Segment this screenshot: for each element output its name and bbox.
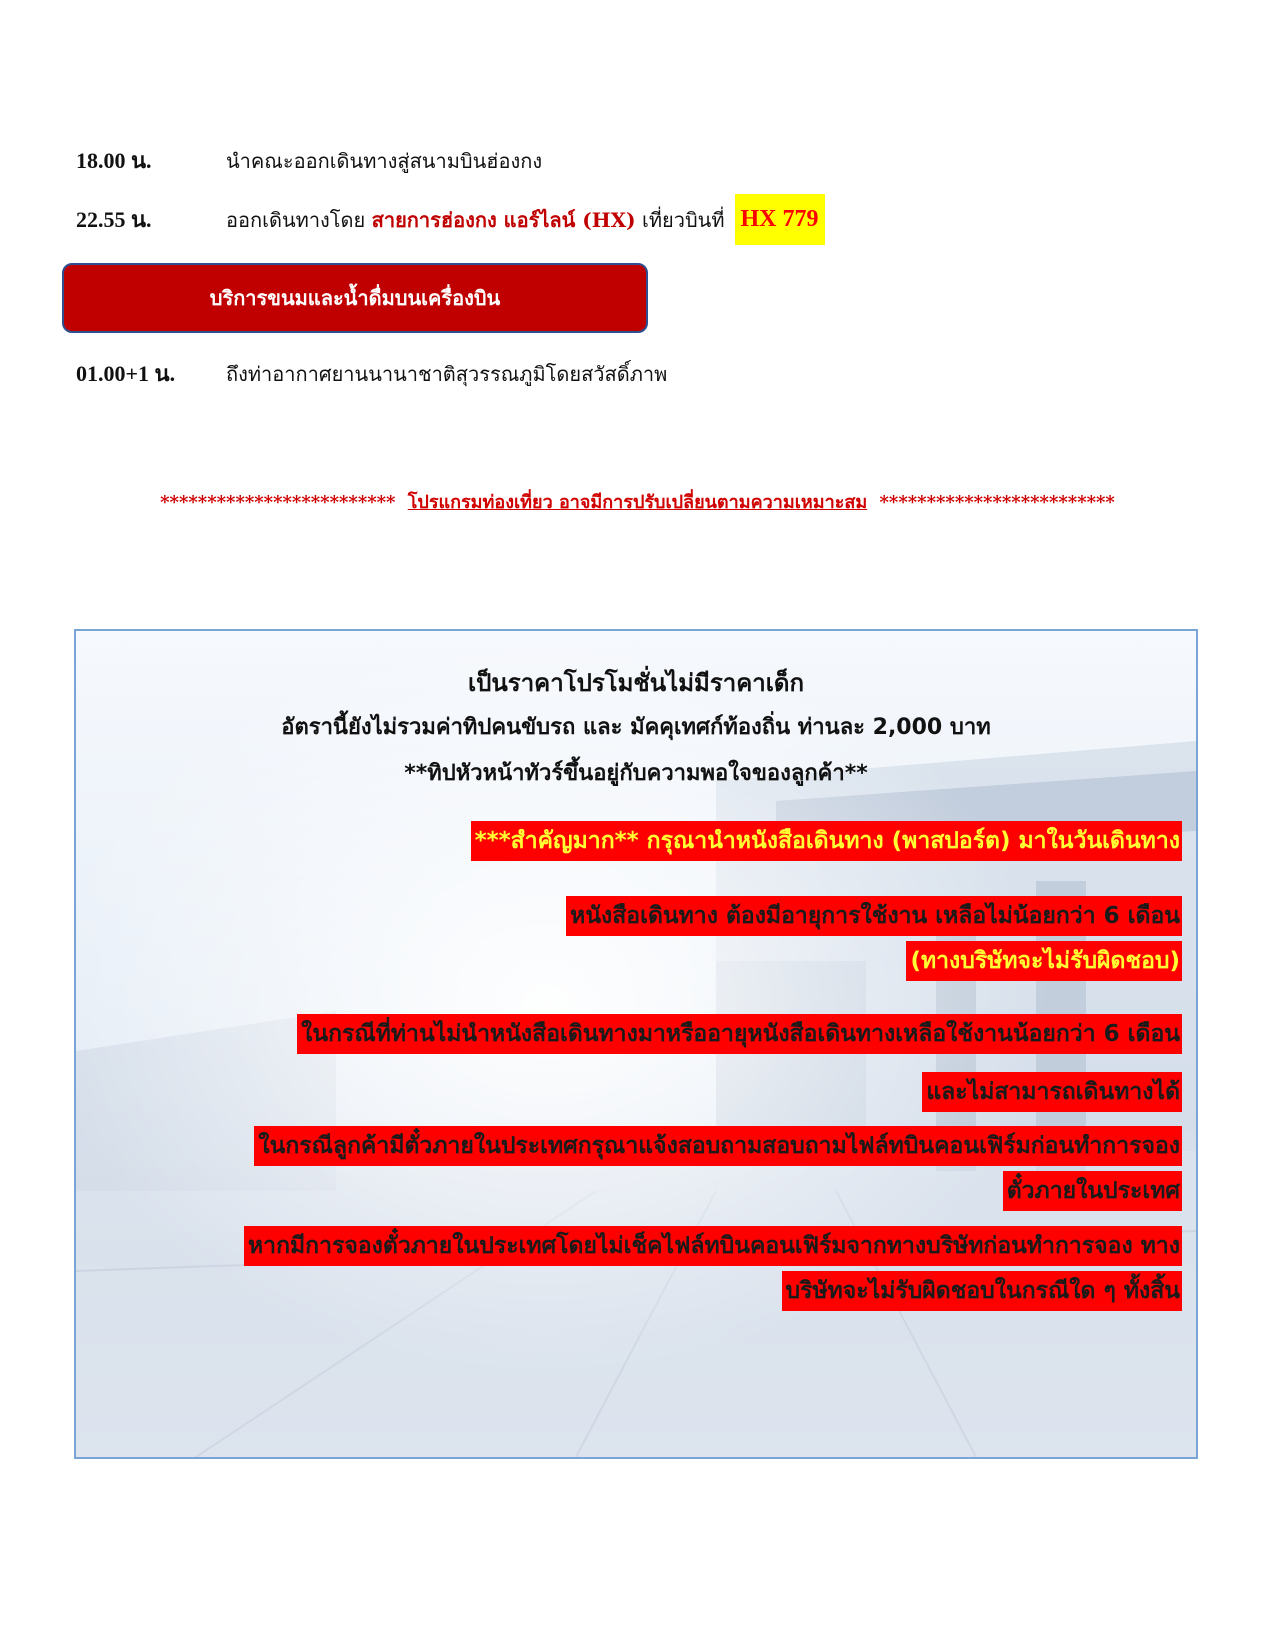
promo-line-3: **ทิปหัวหน้าทัวร์ขึ้นอยู่กับความพอใจของลูกค้า** [404,761,868,786]
promo-line-2: อัตรานี้ยังไม่รวมค่าทิปคนขับรถ และ มัคคุเทศก์ท้องถิ่น ท่านละ 2,000 บาท [281,715,991,740]
itinerary-text [226,204,725,236]
warning-passport-required: ***สำคัญมาก** กรุณานำหนังสือเดินทาง (พาสปอร์ต) มาในวันเดินทาง [471,821,1182,861]
itinerary-text: ถึงท่าอากาศยานนานาชาติสุวรรณภูมิโดยสวัสดิ์ภาพ [226,361,668,386]
warning-domestic-ticket: ในกรณีลูกค้ามีตั๋วภายในประเทศกรุณาแจ้งสอบถามสอบถามไฟล์ทบินคอนเฟิร์มก่อนทำการจอง [254,1126,1182,1166]
warning-cannot-travel: และไม่สามารถเดินทางได้ [922,1072,1182,1112]
itinerary-row-1 [76,143,542,178]
text-before-airline: ออกเดินทางโดย [226,207,372,232]
notice-text: โปรแกรมท่องเที่ยว อาจมีการปรับเปลี่ยนตามความเหมาะสม [407,492,868,513]
itinerary-time: 22.55 น. [76,207,152,232]
program-change-notice [0,487,1275,516]
warning-booking-check: หากมีการจองตั๋วภายในประเทศโดยไม่เช็คไฟล์ทบินคอนเฟิร์มจากทางบริษัทก่อนทำการจอง ทาง [244,1226,1182,1266]
promo-box [74,629,1198,1459]
itinerary-time: 01.00+1 น. [76,361,176,386]
promo-content [76,631,1196,1457]
promo-line-1: เป็นราคาโปรโมชั่นไม่มีราคาเด็ก [467,669,805,697]
warning-no-responsibility: (ทางบริษัทจะไม่รับผิดชอบ) [906,941,1182,981]
stars-left: ************************* [160,492,396,513]
itinerary-row-3 [76,356,667,391]
text-after-airline: เที่ยวบินที่ [635,207,725,232]
warning-domestic-ticket-cont: ตั๋วภายในประเทศ [1003,1171,1182,1211]
warning-no-passport: ในกรณีที่ท่านไม่นำหนังสือเดินทางมาหรืออายุหนังสือเดินทางเหลือใช้งานน้อยกว่า 6 เดือน [297,1014,1182,1054]
warning-passport-validity: หนังสือเดินทาง ต้องมีอายุการใช้งาน เหลือไม่น้อยกว่า 6 เดือน [566,896,1182,936]
flight-number-badge: HX 779 [735,194,825,245]
inflight-service-banner: บริการขนมและน้ำดื่มบนเครื่องบิน [62,263,648,333]
itinerary-time: 18.00 น. [76,148,152,173]
itinerary-row-2 [76,194,825,245]
itinerary-text: นำคณะออกเดินทางสู่สนามบินฮ่องกง [226,148,543,173]
stars-right: ************************* [879,492,1115,513]
warning-booking-check-cont: บริษัทจะไม่รับผิดชอบในกรณีใด ๆ ทั้งสิ้น [782,1271,1182,1311]
airline-name: สายการฮ่องกง แอร์ไลน์ (HX) [371,207,636,232]
